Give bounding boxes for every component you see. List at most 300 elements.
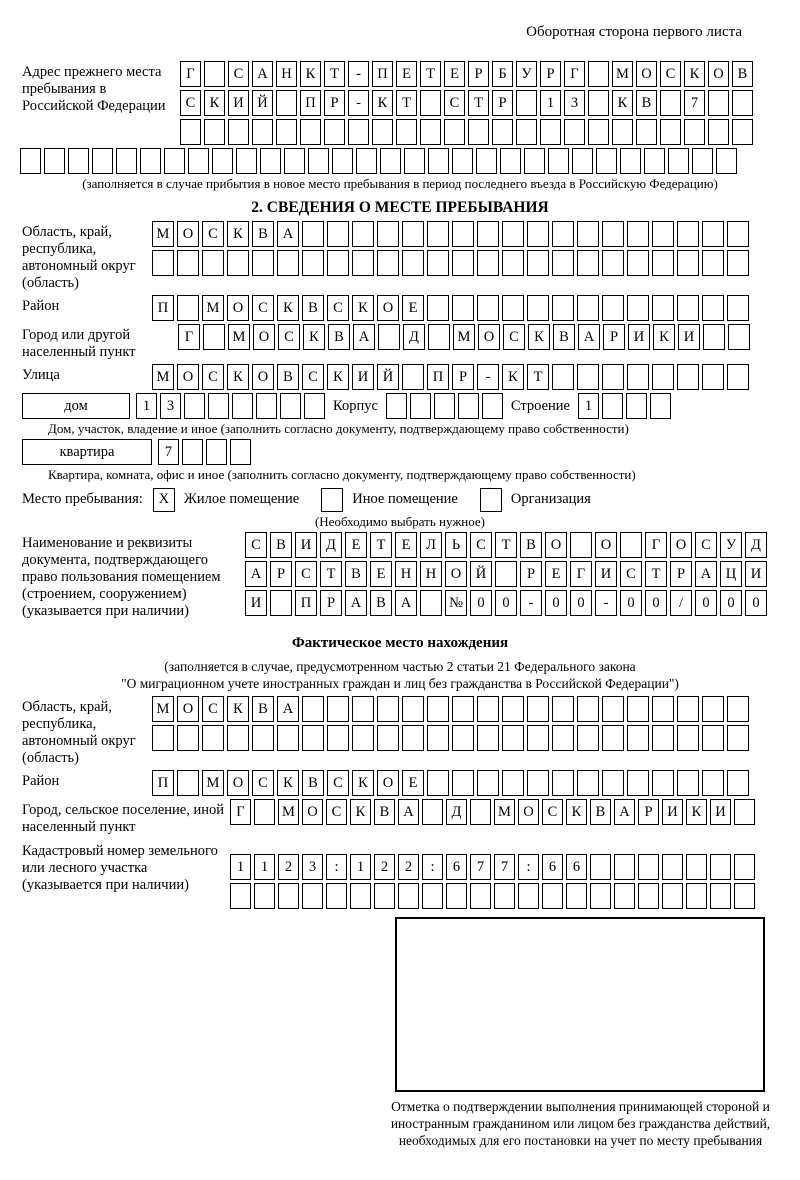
char-cell: К [352, 295, 374, 321]
char-cell: Т [420, 61, 441, 87]
char-cell [588, 90, 609, 116]
char-cell [270, 590, 292, 616]
char-cell: С [202, 696, 224, 722]
char-cell: В [302, 770, 324, 796]
char-cell: К [204, 90, 225, 116]
char-cell: А [277, 221, 299, 247]
char-cell [232, 393, 253, 419]
char-cell [502, 725, 524, 751]
char-cell: О [227, 295, 249, 321]
char-cell: Е [396, 61, 417, 87]
char-cell [677, 364, 699, 390]
char-cell [202, 250, 224, 276]
field-actual-city [22, 799, 800, 836]
char-cell [452, 295, 474, 321]
char-cell [422, 883, 443, 909]
char-cell: Р [670, 561, 692, 587]
char-cell: Н [395, 561, 417, 587]
char-cell [577, 295, 599, 321]
char-cell [348, 119, 369, 145]
char-cell: Ь [445, 532, 467, 558]
char-cell: О [636, 61, 657, 87]
char-cell [420, 119, 441, 145]
actual-location-title: Фактическое место нахождения [291, 635, 509, 651]
char-cell [590, 883, 611, 909]
char-cell [492, 119, 513, 145]
char-cell: С [245, 532, 267, 558]
field-actual-region [22, 696, 800, 767]
char-cell [552, 250, 574, 276]
char-cell: О [708, 61, 729, 87]
char-cell [727, 295, 749, 321]
char-cell [734, 799, 755, 825]
char-cell: А [614, 799, 635, 825]
char-cell [652, 696, 674, 722]
char-cell: Е [395, 532, 417, 558]
char-cell [602, 221, 624, 247]
char-cell: Г [564, 61, 585, 87]
char-cell [452, 770, 474, 796]
char-cell [324, 119, 345, 145]
field-actual-region-label: Область, край, республика, автономный округ (область) [22, 699, 136, 766]
char-cell [327, 725, 349, 751]
char-cell [378, 324, 400, 350]
char-cell: О [445, 561, 467, 587]
char-cell [502, 770, 524, 796]
char-cell: К [372, 90, 393, 116]
char-cell [398, 883, 419, 909]
cell-row-cadastre-1 [230, 854, 755, 880]
char-cell [627, 770, 649, 796]
char-cell [284, 148, 305, 174]
char-cell [677, 295, 699, 321]
char-cell [427, 295, 449, 321]
field-document-label: Наименование и реквизиты документа, подтверждающего право пользования помещением (строением, сооружением) (указывается при наличии) [22, 535, 221, 619]
char-cell [428, 324, 450, 350]
char-cell [277, 725, 299, 751]
char-cell [184, 393, 205, 419]
char-cell [404, 148, 425, 174]
char-cell [254, 799, 275, 825]
char-cell [304, 393, 325, 419]
char-cell [518, 883, 539, 909]
char-cell: К [227, 364, 249, 390]
actual-region-rows [152, 696, 749, 751]
char-cell [602, 696, 624, 722]
char-cell [708, 90, 729, 116]
apartment-type-box: квартира [22, 439, 152, 465]
cell-row-house-number [136, 393, 325, 419]
char-cell: Р [468, 61, 489, 87]
char-cell [677, 221, 699, 247]
char-cell: П [300, 90, 321, 116]
house-row [22, 393, 800, 419]
char-cell: С [444, 90, 465, 116]
char-cell [152, 725, 174, 751]
char-cell [177, 770, 199, 796]
char-cell: М [453, 324, 475, 350]
char-cell: Р [452, 364, 474, 390]
char-cell: М [202, 295, 224, 321]
cell-row-cadastre-2 [230, 883, 755, 909]
char-cell: К [352, 770, 374, 796]
cell-row-document-3 [245, 590, 767, 616]
char-cell [686, 854, 707, 880]
char-cell: А [578, 324, 600, 350]
field-district [22, 295, 800, 321]
char-cell: К [277, 295, 299, 321]
char-cell: Р [520, 561, 542, 587]
char-cell: С [470, 532, 492, 558]
char-cell: Г [178, 324, 200, 350]
char-cell [420, 90, 441, 116]
char-cell [710, 854, 731, 880]
char-cell: : [518, 854, 539, 880]
char-cell [662, 883, 683, 909]
checkbox-residential: X [153, 488, 175, 512]
char-cell: К [350, 799, 371, 825]
char-cell: - [595, 590, 617, 616]
char-cell [495, 561, 517, 587]
char-cell [627, 250, 649, 276]
char-cell [302, 696, 324, 722]
char-cell [206, 439, 227, 465]
char-cell [452, 725, 474, 751]
char-cell: 0 [570, 590, 592, 616]
char-cell: 1 [136, 393, 157, 419]
char-cell [20, 148, 41, 174]
char-cell: В [520, 532, 542, 558]
char-cell [590, 854, 611, 880]
char-cell: 0 [545, 590, 567, 616]
char-cell [402, 364, 424, 390]
char-cell: К [277, 770, 299, 796]
char-cell: Т [370, 532, 392, 558]
char-cell [427, 221, 449, 247]
char-cell [396, 119, 417, 145]
char-cell [402, 725, 424, 751]
char-cell [302, 725, 324, 751]
char-cell [702, 725, 724, 751]
char-cell: Т [495, 532, 517, 558]
char-cell [256, 393, 277, 419]
char-cell [458, 393, 479, 419]
char-cell: Б [492, 61, 513, 87]
char-cell [302, 250, 324, 276]
char-cell: Р [540, 61, 561, 87]
field-region [22, 221, 800, 292]
char-cell: 0 [470, 590, 492, 616]
char-cell: О [377, 770, 399, 796]
char-cell: С [202, 221, 224, 247]
char-cell [527, 696, 549, 722]
char-cell [627, 696, 649, 722]
char-cell [470, 799, 491, 825]
char-cell: Г [230, 799, 251, 825]
char-cell [377, 221, 399, 247]
char-cell: Д [446, 799, 467, 825]
char-cell: Р [638, 799, 659, 825]
char-cell [140, 148, 161, 174]
char-cell: А [353, 324, 375, 350]
char-cell: И [710, 799, 731, 825]
checkbox-other-premises [321, 488, 343, 512]
char-cell: 7 [470, 854, 491, 880]
char-cell: А [695, 561, 717, 587]
korpus-label: Корпус [333, 397, 378, 414]
stay-type-row [22, 487, 800, 512]
char-cell: К [566, 799, 587, 825]
char-cell [452, 696, 474, 722]
house-type-box: дом [22, 393, 130, 419]
char-cell: О [595, 532, 617, 558]
stamp-caption: Отметка о подтверждении выполнения принимающей стороной и иностранным гражданином или лицом без гражданства действий, необходимых для его постановки на учет по месту пребывания [390, 1099, 771, 1148]
cell-row-stroenie [578, 393, 671, 419]
char-cell [202, 725, 224, 751]
char-cell [177, 725, 199, 751]
char-cell [444, 119, 465, 145]
char-cell: А [398, 799, 419, 825]
char-cell: 7 [494, 854, 515, 880]
char-cell [230, 883, 251, 909]
char-cell [577, 696, 599, 722]
char-cell: В [277, 364, 299, 390]
char-cell: У [516, 61, 537, 87]
char-cell [352, 250, 374, 276]
actual-location-subtitle-2: "О миграционном учете иностранных граждан и лиц без гражданства в Российской Федерации") [121, 676, 679, 691]
char-cell [588, 119, 609, 145]
char-cell [177, 250, 199, 276]
char-cell: 6 [566, 854, 587, 880]
char-cell: С [180, 90, 201, 116]
char-cell [352, 221, 374, 247]
char-cell: М [494, 799, 515, 825]
char-cell: 0 [620, 590, 642, 616]
char-cell [614, 883, 635, 909]
char-cell: П [295, 590, 317, 616]
char-cell [732, 90, 753, 116]
char-cell [477, 295, 499, 321]
char-cell: 3 [564, 90, 585, 116]
char-cell [677, 725, 699, 751]
char-cell: 0 [695, 590, 717, 616]
char-cell [596, 148, 617, 174]
option-other-premises-label: Иное помещение [352, 491, 458, 507]
char-cell: Й [377, 364, 399, 390]
char-cell: / [670, 590, 692, 616]
char-cell [566, 883, 587, 909]
field-city [22, 324, 800, 361]
char-cell [502, 295, 524, 321]
cell-row-prev-address-4 [20, 148, 800, 174]
char-cell: И [595, 561, 617, 587]
char-cell [516, 90, 537, 116]
char-cell [476, 148, 497, 174]
char-cell [356, 148, 377, 174]
char-cell: О [302, 799, 323, 825]
char-cell: К [300, 61, 321, 87]
char-cell: 1 [254, 854, 275, 880]
char-cell: О [518, 799, 539, 825]
char-cell: 6 [542, 854, 563, 880]
field-city-label: Город или другой населенный пункт [22, 327, 136, 360]
char-cell [427, 696, 449, 722]
char-cell: А [395, 590, 417, 616]
char-cell [552, 221, 574, 247]
char-cell [92, 148, 113, 174]
char-cell: 2 [374, 854, 395, 880]
char-cell [228, 119, 249, 145]
apartment-note: Квартира, комната, офис и иное (заполнить согласно документу, подтверждающему право собственности) [48, 467, 636, 482]
char-cell [650, 393, 671, 419]
char-cell [327, 250, 349, 276]
char-cell: Р [603, 324, 625, 350]
char-cell [477, 725, 499, 751]
char-cell [452, 148, 473, 174]
char-cell: Е [545, 561, 567, 587]
house-note: Дом, участок, владение и иное (заполнить согласно документу, подтверждающему право собственности) [48, 421, 629, 436]
char-cell: Г [645, 532, 667, 558]
char-cell [44, 148, 65, 174]
char-cell: М [202, 770, 224, 796]
char-cell: - [348, 90, 369, 116]
char-cell [548, 148, 569, 174]
char-cell [588, 61, 609, 87]
char-cell: : [422, 854, 443, 880]
page-side-note: Оборотная сторона первого листа [526, 24, 742, 40]
stay-type-label: Место пребывания: [22, 491, 143, 507]
cell-row-district [152, 295, 749, 321]
char-cell [728, 324, 750, 350]
char-cell: М [152, 696, 174, 722]
char-cell [602, 295, 624, 321]
cell-row-street [152, 364, 749, 390]
char-cell: Т [645, 561, 667, 587]
char-cell: О [253, 324, 275, 350]
char-cell [620, 532, 642, 558]
field-region-label: Область, край, республика, автономный округ (область) [22, 224, 136, 291]
char-cell [734, 883, 755, 909]
char-cell: О [227, 770, 249, 796]
char-cell: А [277, 696, 299, 722]
cell-row-prev-address-2 [180, 90, 753, 116]
char-cell: В [636, 90, 657, 116]
char-cell: В [252, 696, 274, 722]
char-cell [677, 250, 699, 276]
char-cell [452, 221, 474, 247]
char-cell [280, 393, 301, 419]
field-actual-city-label: Город, сельское поселение, иной населенный пункт [22, 802, 225, 835]
char-cell [227, 725, 249, 751]
char-cell: И [352, 364, 374, 390]
char-cell [686, 883, 707, 909]
char-cell [692, 148, 713, 174]
char-cell [302, 221, 324, 247]
char-cell: - [348, 61, 369, 87]
field-district-label: Район [22, 298, 60, 314]
char-cell: В [370, 590, 392, 616]
char-cell: Т [468, 90, 489, 116]
char-cell [602, 250, 624, 276]
char-cell [252, 725, 274, 751]
char-cell [702, 696, 724, 722]
char-cell: Г [570, 561, 592, 587]
char-cell [203, 324, 225, 350]
char-cell: У [720, 532, 742, 558]
apartment-row [22, 439, 800, 465]
char-cell [527, 725, 549, 751]
char-cell [236, 148, 257, 174]
char-cell [68, 148, 89, 174]
actual-location-subtitle-1: (заполняется в случае, предусмотренном частью 2 статьи 21 Федерального закона [164, 659, 636, 674]
char-cell [677, 770, 699, 796]
char-cell: М [152, 221, 174, 247]
char-cell [327, 221, 349, 247]
section2-title: 2. СВЕДЕНИЯ О МЕСТЕ ПРЕБЫВАНИЯ [251, 199, 549, 216]
char-cell [620, 148, 641, 174]
char-cell [627, 295, 649, 321]
char-cell: 2 [398, 854, 419, 880]
char-cell [276, 119, 297, 145]
char-cell [702, 250, 724, 276]
char-cell: 7 [158, 439, 179, 465]
field-street-label: Улица [22, 367, 60, 383]
char-cell [626, 393, 647, 419]
char-cell: О [545, 532, 567, 558]
char-cell [732, 119, 753, 145]
prev-address-note: (заполняется в случае прибытия в новое место пребывания в период последнего въезда в Российскую Федерацию) [82, 176, 718, 191]
char-cell [703, 324, 725, 350]
char-cell: И [628, 324, 650, 350]
char-cell [352, 696, 374, 722]
char-cell: Р [320, 590, 342, 616]
char-cell [468, 119, 489, 145]
char-cell [500, 148, 521, 174]
char-cell [612, 119, 633, 145]
char-cell [727, 696, 749, 722]
char-cell [502, 250, 524, 276]
char-cell: К [612, 90, 633, 116]
char-cell: К [686, 799, 707, 825]
cell-row-apartment [158, 439, 251, 465]
char-cell [164, 148, 185, 174]
char-cell [638, 854, 659, 880]
char-cell: И [745, 561, 767, 587]
char-cell: Е [402, 295, 424, 321]
char-cell: О [177, 364, 199, 390]
char-cell: Й [470, 561, 492, 587]
char-cell [470, 883, 491, 909]
char-cell [627, 364, 649, 390]
char-cell: 0 [495, 590, 517, 616]
char-cell [277, 250, 299, 276]
char-cell [602, 393, 623, 419]
char-cell: И [245, 590, 267, 616]
char-cell [577, 725, 599, 751]
char-cell: 1 [540, 90, 561, 116]
char-cell: Й [252, 90, 273, 116]
char-cell: Е [444, 61, 465, 87]
char-cell: И [295, 532, 317, 558]
char-cell [577, 770, 599, 796]
char-cell: 0 [645, 590, 667, 616]
cadastre-rows [230, 840, 755, 909]
char-cell [152, 250, 174, 276]
char-cell: Р [492, 90, 513, 116]
char-cell: Ц [720, 561, 742, 587]
char-cell [577, 221, 599, 247]
cell-row-city [178, 324, 750, 350]
